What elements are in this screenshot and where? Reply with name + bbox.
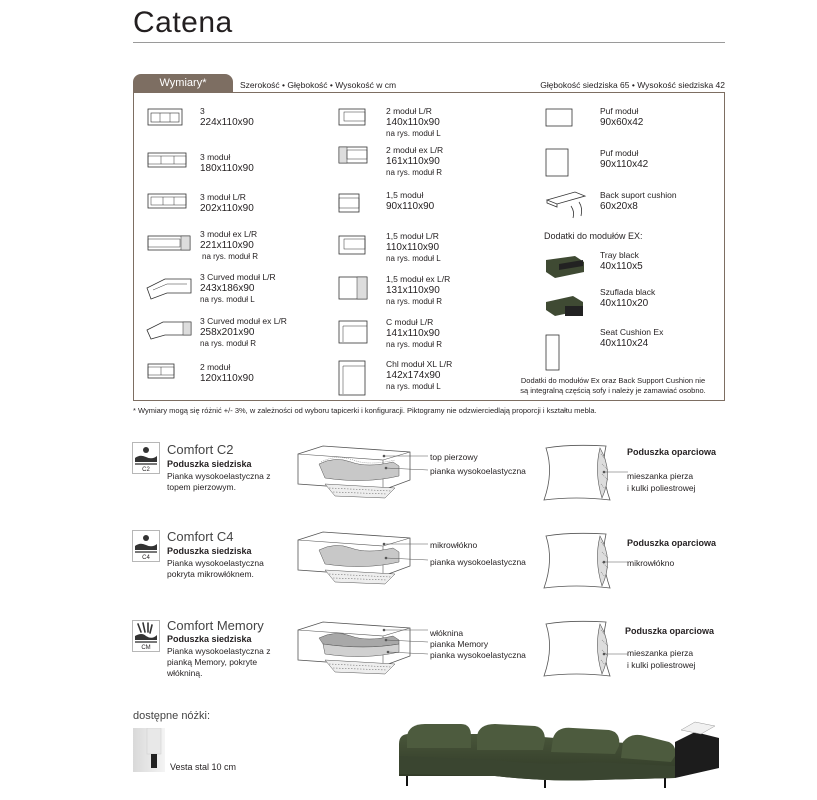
item-dims: 90x60x42 [600, 117, 644, 128]
puf-large-pictogram [545, 148, 569, 178]
item-note: na rys. moduł L [386, 129, 441, 138]
seat-cushion-desc: Pianka wysokoelastyczna z topem pierzowym. [167, 471, 271, 492]
item-1-5-modul [386, 190, 434, 212]
comfort-name: Comfort C2 [167, 442, 234, 457]
extras-title: Dodatki do modułów EX: [544, 231, 643, 241]
item-2-modul-ex [386, 145, 443, 178]
layer-label: pianka Memory [430, 639, 489, 649]
pillow-desc-line: i kulki poliestrowej [627, 483, 696, 493]
item-name: 3 Curved moduł L/R [200, 272, 276, 282]
layer-label: top pierzowy [430, 452, 478, 462]
item-note: na rys. moduł R [386, 168, 443, 177]
sofa-c-modul-pictogram [338, 320, 368, 346]
pillow-desc-line: mieszanka pierza [627, 648, 694, 658]
layer-label: mikrowłókno [430, 540, 478, 550]
item-name: 3 moduł L/R [200, 192, 246, 202]
item-dims: 40x110x20 [600, 298, 649, 309]
item-dims: 40x110x24 [600, 338, 649, 349]
item-chl-modul [386, 359, 452, 392]
item-2-modul [200, 362, 254, 384]
item-note: na rys. moduł L [386, 254, 441, 263]
item-puf-small [600, 106, 643, 128]
item-note: na rys. moduł L [386, 382, 441, 391]
item-dims: 141x110x90 [386, 328, 440, 339]
item-dims: 221x110x90 [200, 240, 254, 251]
c2-label-lines [380, 452, 430, 474]
back-pillow-memory [540, 618, 616, 680]
extras-note: Dodatki do modułów Ex oraz Back Support Cushion nie są integralną częścią sofy i należy je zamawiać osobno. [520, 376, 706, 395]
page-title: Catena [133, 6, 233, 39]
item-seat-cushion-ex [600, 327, 663, 349]
seat-cushion-title: Poduszka siedziska [167, 546, 252, 556]
item-dims: 90x110x90 [386, 201, 435, 212]
item-name: 3 moduł [200, 152, 231, 162]
leg-label: Vesta stal 10 cm [170, 762, 237, 772]
item-c-modul [386, 317, 442, 350]
dimensions-tab: Wymiary* [133, 74, 233, 92]
seat-cushion-desc: Pianka wysokoelastyczna z pianką Memory, pokryte włókniną. [167, 646, 271, 678]
item-name: Chl moduł XL L/R [386, 359, 453, 369]
szuflada-black-icon [545, 294, 585, 320]
item-dims: 40x110x5 [600, 261, 643, 272]
comfort-name: Comfort C4 [167, 529, 234, 544]
sofa-3-modul-pictogram [147, 152, 187, 170]
sofa-1-5-modul-pictogram [338, 193, 360, 215]
pillow-desc-line: mikrowłókno [627, 558, 675, 568]
item-name: 1,5 moduł ex L/R [386, 274, 451, 284]
item-dims: 180x110x90 [200, 163, 254, 174]
pillow-desc-line: i kulki poliestrowej [627, 660, 696, 670]
comfort-code: CM [141, 645, 151, 651]
legs-title: dostępne nóżki: [133, 710, 211, 722]
item-dims: 90x110x42 [600, 159, 649, 170]
item-name: Back suport cushion [600, 190, 677, 200]
dimensions-header-right: Głębokość siedziska 65 • Wysokość siedziska 42 [540, 80, 725, 90]
item-dims: 60x20x8 [600, 201, 638, 212]
layer-label: pianka wysokoelastyczna [430, 557, 526, 567]
item-dims: 243x186x90 [200, 283, 255, 294]
sofa-2-modul-ex-pictogram [338, 146, 368, 166]
item-szuflada-black [600, 287, 655, 309]
item-name: 2 moduł L/R [386, 106, 432, 116]
seat-cushion-desc: Pianka wysokoelastyczna pokryta mikrowłóknem. [167, 558, 264, 579]
sofa-3-curved-ex-pictogram [145, 318, 193, 340]
item-back-cushion [600, 190, 677, 212]
item-2-modul-lr [386, 106, 441, 139]
layer-label: pianka wysokoelastyczna [430, 466, 526, 476]
item-dims: 161x110x90 [386, 156, 440, 167]
item-name: 2 moduł ex L/R [386, 145, 444, 155]
item-3-modul-lr [200, 192, 254, 214]
item-3-modul [200, 152, 254, 174]
item-name: C moduł L/R [386, 317, 434, 327]
c4-pillow-lines [600, 558, 630, 570]
item-dims: 202x110x90 [200, 203, 254, 214]
item-note: na rys. moduł R [386, 297, 443, 306]
item-dims: 131x110x90 [386, 285, 440, 296]
item-dims: 224x110x90 [200, 117, 254, 128]
layer-label: pianka wysokoelastyczna [430, 650, 526, 660]
item-name: Puf moduł [600, 106, 639, 116]
item-name: Tray black [600, 250, 639, 260]
tray-black-icon [545, 254, 585, 280]
comfort-code: C2 [142, 467, 150, 473]
seat-cushion-title: Poduszka siedziska [167, 634, 252, 644]
item-3-curved-ex [200, 316, 287, 349]
memory-label-lines [380, 626, 430, 660]
c2-pillow-lines [600, 468, 630, 496]
sofa-3-modul-ex-pictogram [147, 235, 191, 253]
item-note: na rys. moduł L [200, 295, 255, 304]
item-name: 1,5 moduł L/R [386, 231, 439, 241]
back-cushion-pictogram [545, 190, 589, 220]
leg-vesta-image [133, 728, 165, 772]
item-puf-large [600, 148, 648, 170]
comfort-code: C4 [142, 555, 150, 561]
c4-label-lines [380, 540, 430, 564]
sofa-3-pictogram [147, 108, 183, 128]
seat-cushion-ex-pictogram [545, 334, 561, 372]
sofa-2-modul-pictogram [147, 363, 175, 381]
item-dims: 258x201x90 [200, 327, 255, 338]
sofa-photo [395, 716, 725, 796]
item-note: na rys. moduł R [202, 252, 259, 261]
item-3 [200, 106, 254, 128]
item-dims: 120x110x90 [200, 373, 254, 384]
item-3-modul-ex [200, 229, 258, 262]
footnote: * Wymiary mogą się różnić +/- 3%, w zależności od wyboru tapicerki i konfiguracji. Piktogramy nie odzwierciedlają proporcji i kształtu mebla. [133, 406, 597, 415]
sofa-2-modul-lr-pictogram [338, 108, 366, 128]
pillow-title: Poduszka oparciowa [627, 447, 717, 457]
item-dims: 140x110x90 [386, 117, 440, 128]
layer-label: włóknina [430, 628, 464, 638]
item-tray-black [600, 250, 643, 272]
comfort-name: Comfort Memory [167, 618, 264, 633]
item-3-curved [200, 272, 276, 305]
pillow-title: Poduszka oparciowa [625, 626, 715, 636]
item-name: Szuflada black [600, 287, 656, 297]
sofa-chl-modul-pictogram [338, 360, 366, 396]
sofa-3-modul-lr-pictogram [147, 193, 187, 211]
item-dims: 142x174x90 [386, 370, 441, 381]
item-1-5-modul-ex [386, 274, 450, 307]
item-name: 2 moduł [200, 362, 231, 372]
item-name: 3 moduł ex L/R [200, 229, 258, 239]
item-name: Puf moduł [600, 148, 639, 158]
item-1-5-modul-lr [386, 231, 441, 264]
item-name: 3 [200, 106, 205, 116]
sofa-1-5-modul-lr-pictogram [338, 235, 366, 257]
pillow-title: Poduszka oparciowa [627, 538, 717, 548]
item-name: 3 Curved moduł ex L/R [200, 316, 287, 326]
item-name: Seat Cushion Ex [600, 327, 664, 337]
item-note: na rys. moduł R [386, 340, 443, 349]
memory-pillow-lines [600, 650, 630, 662]
item-note: na rys. moduł R [200, 339, 257, 348]
pillow-desc-line: mieszanka pierza [627, 471, 694, 481]
item-name: 1,5 moduł [386, 190, 424, 200]
seat-cushion-title: Poduszka siedziska [167, 459, 252, 469]
dimensions-header-left: Szerokość • Głębokość • Wysokość w cm [240, 80, 397, 90]
puf-small-pictogram [545, 108, 573, 128]
sofa-1-5-modul-ex-pictogram [338, 276, 368, 302]
item-dims: 110x110x90 [386, 242, 440, 253]
sofa-3-curved-pictogram [145, 274, 193, 300]
title-rule [133, 42, 725, 43]
